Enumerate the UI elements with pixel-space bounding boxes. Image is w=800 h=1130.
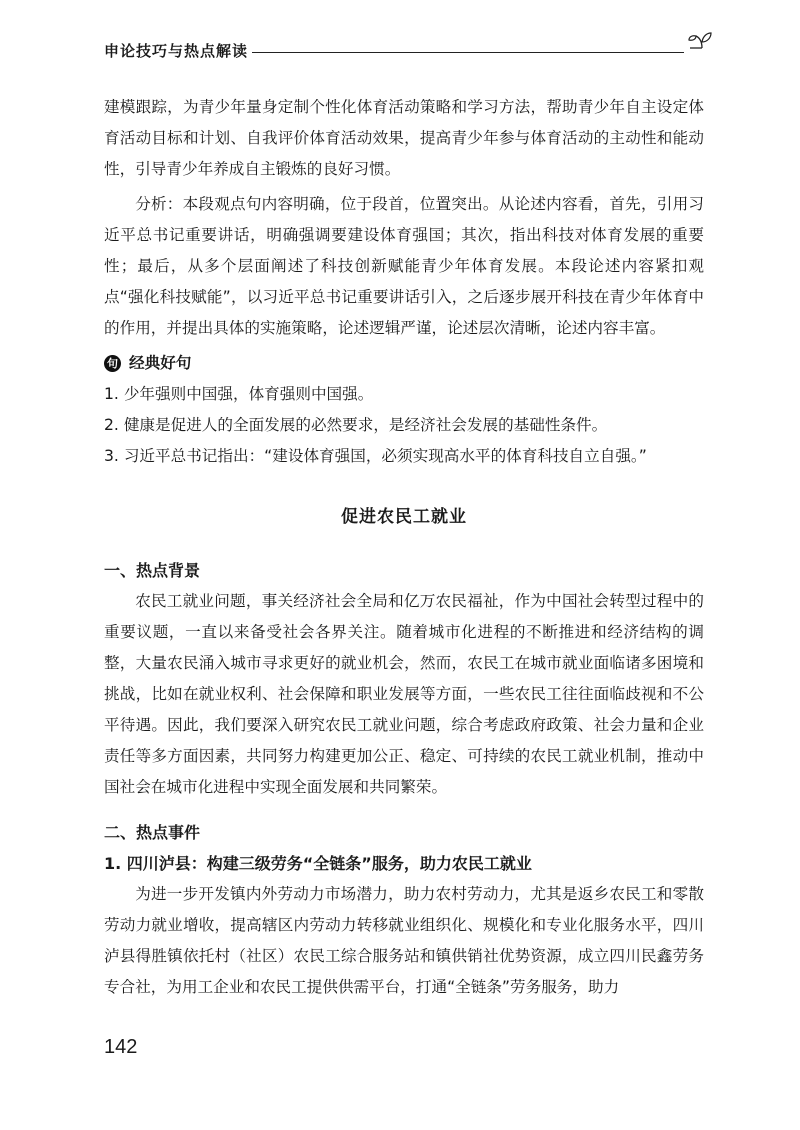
- paragraph-continued: 建模跟踪，为青少年量身定制个性化体育活动策略和学习方法，帮助青少年自主设定体育活动目标和计划、自我评价体育活动效果，提高青少年参与体育活动的主动性和能动性，引导青少年养成自主锻炼的良好习惯。: [104, 98, 704, 178]
- header-title: 申论技巧与热点解读: [104, 42, 249, 60]
- quote-badge-icon: 句: [104, 355, 121, 372]
- page-number: 142: [104, 1036, 138, 1058]
- event-title: 1. 四川泸县：构建三级劳务“全链条”服务，助力农民工就业: [104, 854, 532, 873]
- quote-item: 3. 习近平总书记指出：“建设体育强国，必须实现高水平的体育科技自立自强。”: [104, 447, 647, 465]
- heading-background: 一、热点背景: [104, 561, 201, 580]
- quote-item: 1. 少年强则中国强，体育强则中国强。: [104, 385, 374, 403]
- analysis-paragraph: 分析：本段观点句内容明确，位于段首，位置突出。从论述内容看，首先，引用习近平总书记重要讲话，明确强调要建设体育强国；其次，指出科技对体育发展的重要性；最后，从多个层面阐述了科技创新赋能青少年体育发展。本段论述内容紧扣观点“强化科技赋能”，以习近平总书记重要讲话引入，之后逐步展开科技在青少年体育中的作用，并提出具体的实施策略，论述逻辑严谨，论述层次清晰，论述内容丰富。: [104, 195, 704, 337]
- classic-quotes-label: [104, 348, 704, 379]
- background-paragraph: 农民工就业问题，事关经济社会全局和亿万农民福祉，作为中国社会转型过程中的重要议题，一直以来备受社会各界关注。随着城市化进程的不断推进和经济结构的调整，大量农民涌入城市寻求更好的就业机会，然而，农民工在城市就业面临诸多困境和挑战，比如在就业权利、社会保障和职业发展等方面，一些农民工往往面临歧视和不公平待遇。因此，我们要深入研究农民工就业问题，综合考虑政府政策、社会力量和企业责任等多方面因素，共同努力构建更加公正、稳定、可持续的农民工就业机制，推动中国社会在城市化进程中实现全面发展和共同繁荣。: [104, 592, 704, 796]
- header-rule: [252, 52, 684, 53]
- section-title: 促进农民工就业: [341, 507, 467, 527]
- sprout-icon: [686, 28, 714, 56]
- page-body: [104, 92, 704, 1003]
- running-header: [104, 40, 704, 64]
- heading-events: 二、热点事件: [104, 823, 201, 842]
- event-paragraph: 为进一步开发镇内外劳动力市场潜力，助力农村劳动力，尤其是返乡农民工和零散劳动力就业增收，提高辖区内劳动力转移就业组织化、规模化和专业化服务水平，四川泸县得胜镇依托村（社区）农民工综合服务站和镇供销社优势资源，成立四川民鑫劳务专合社，为用工企业和农民工提供供需平台，打通“全链条”劳务服务，助力: [104, 885, 704, 996]
- classic-quotes-title: 经典好句: [129, 354, 192, 372]
- quote-item: 2. 健康是促进人的全面发展的必然要求，是经济社会发展的基础性条件。: [104, 416, 608, 434]
